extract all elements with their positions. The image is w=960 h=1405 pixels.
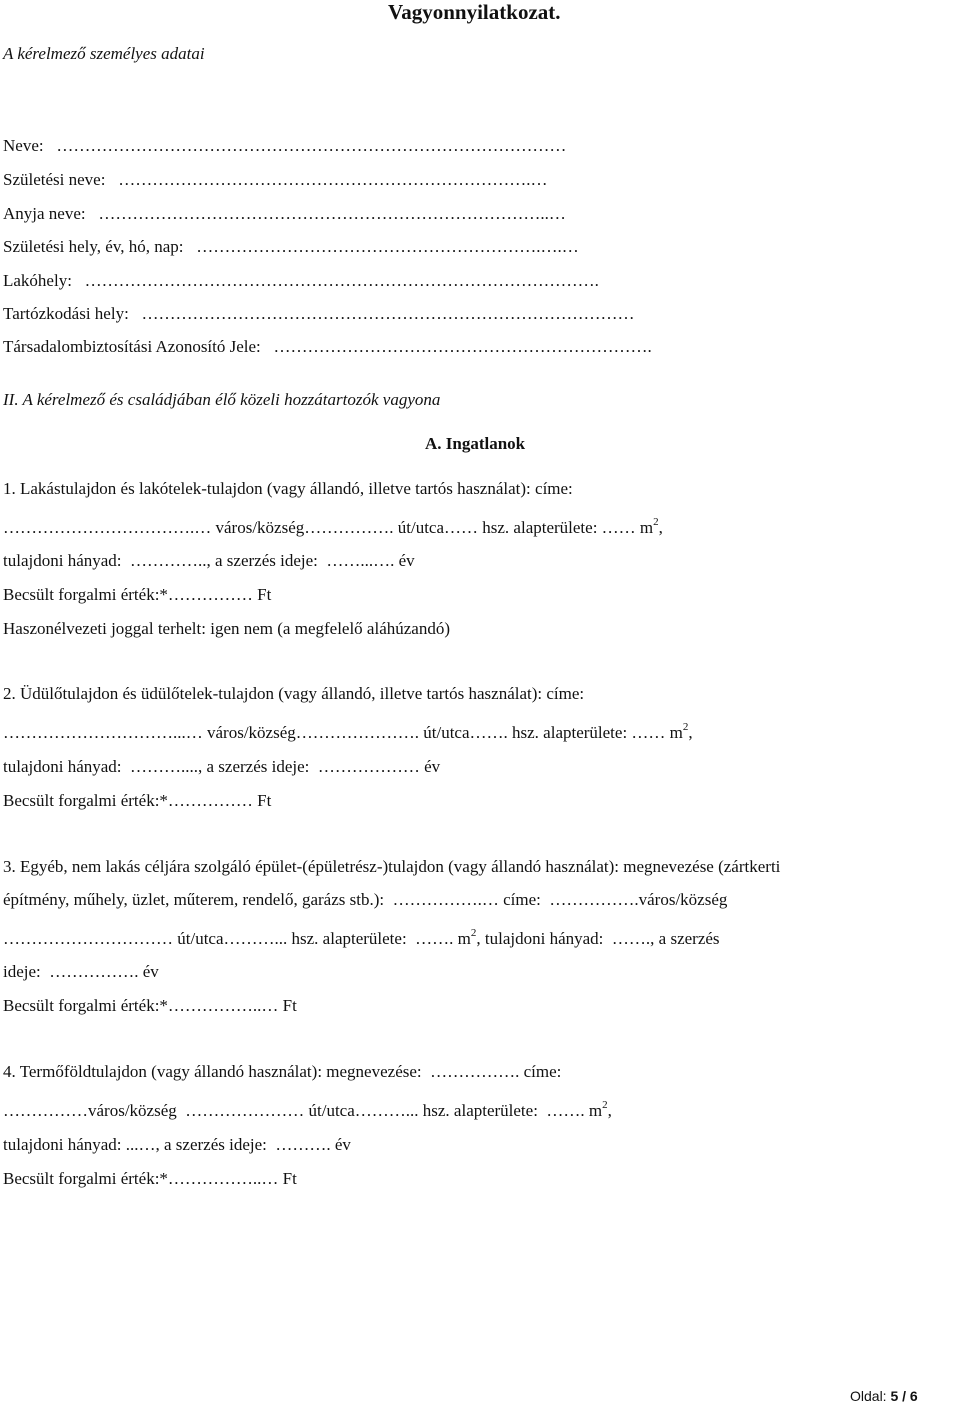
item-2-value: Becsült forgalmi érték:*…………… Ft [3,791,272,810]
item-2-address: …………………………...… város/község…………………. út/utca……. hsz. alapterülete: …… $m^2$, [3,721,693,742]
document-title: Vagyonnyilatkozat. [388,0,561,24]
item-3-line-3: ………………………… út/utca………... hsz. alapterülete: ……. $m^2$, tulajdoni hányad: ……., a szerzés [3,927,720,948]
item-2-share: tulajdoni hányad: ………...., a szerzés ideje: ……………… év [3,757,441,776]
item-1-share: tulajdoni hányad: ………….., a szerzés ideje: ……...…. év [3,551,415,570]
item-1-value: Becsült forgalmi érték:*…………… Ft [3,585,272,604]
item-3-value: Becsült forgalmi érték:*……………..… Ft [3,996,297,1015]
section-2-heading: II. A kérelmező és családjában élő közeli hozzátartozók vagyona [3,390,441,409]
field-residence: Lakóhely: ………………………………………………………………………………. [3,271,599,290]
field-birth-name: Születési neve: ……………………………………………………………….… [3,170,548,189]
field-social-security-id: Társadalombiztosítási Azonosító Jele: …………………………………………………………. [3,337,652,356]
item-3-line-1: 3. Egyéb, nem lakás céljára szolgáló épület-(épületrész-)tulajdon (vagy állandó használat): megnevezése (zártkerti [3,857,781,876]
subsection-a-heading: A. Ingatlanok [425,434,526,453]
field-mother-name: Anyja neve: ……………………………………………………………………..… [3,204,566,223]
item-4-line-1: 4. Termőföldtulajdon (vagy állandó használat): megnevezése: ……………. címe: [3,1062,562,1081]
item-1-address: …………………………….… város/község……………. út/utca…… hsz. alapterülete: …… $m^2$, [3,516,663,537]
item-4-line-2: ……………város/község ………………… út/utca………... hsz. alapterülete: ……. $m^2$, [3,1099,612,1120]
field-stay-place: Tartózkodási hely: …………………………………………………………………………… [3,304,635,323]
footer-label: Oldal: [850,1388,887,1404]
item-3-line-2: építmény, műhely, üzlet, műterem, rendelő, garázs stb.): …………….… címe: …………….város/község [3,890,728,909]
item-1-usufruct: Haszonélvezeti joggal terhelt: igen nem (a megfelelő aláhúzandó) [3,619,450,638]
field-name: Neve: ……………………………………………………………………………… [3,136,567,155]
item-4-value: Becsült forgalmi érték:*……………..… Ft [3,1169,297,1188]
item-3-line-4: ideje: ……………. év [3,962,159,981]
personal-data-heading: A kérelmező személyes adatai [3,44,205,63]
page-footer [850,1388,918,1404]
page-number: 5 / 6 [890,1388,918,1404]
field-birth-place-date: Születési hely, év, hó, nap: …………………………………………………….….… [3,237,579,256]
item-4-share: tulajdoni hányad: ...…, a szerzés ideje: ………. év [3,1135,351,1154]
item-1-heading: 1. Lakástulajdon és lakótelek-tulajdon (vagy állandó, illetve tartós használat): címe: [3,479,573,498]
item-2-heading: 2. Üdülőtulajdon és üdülőtelek-tulajdon (vagy állandó, illetve tartós használat): címe: [3,684,585,703]
